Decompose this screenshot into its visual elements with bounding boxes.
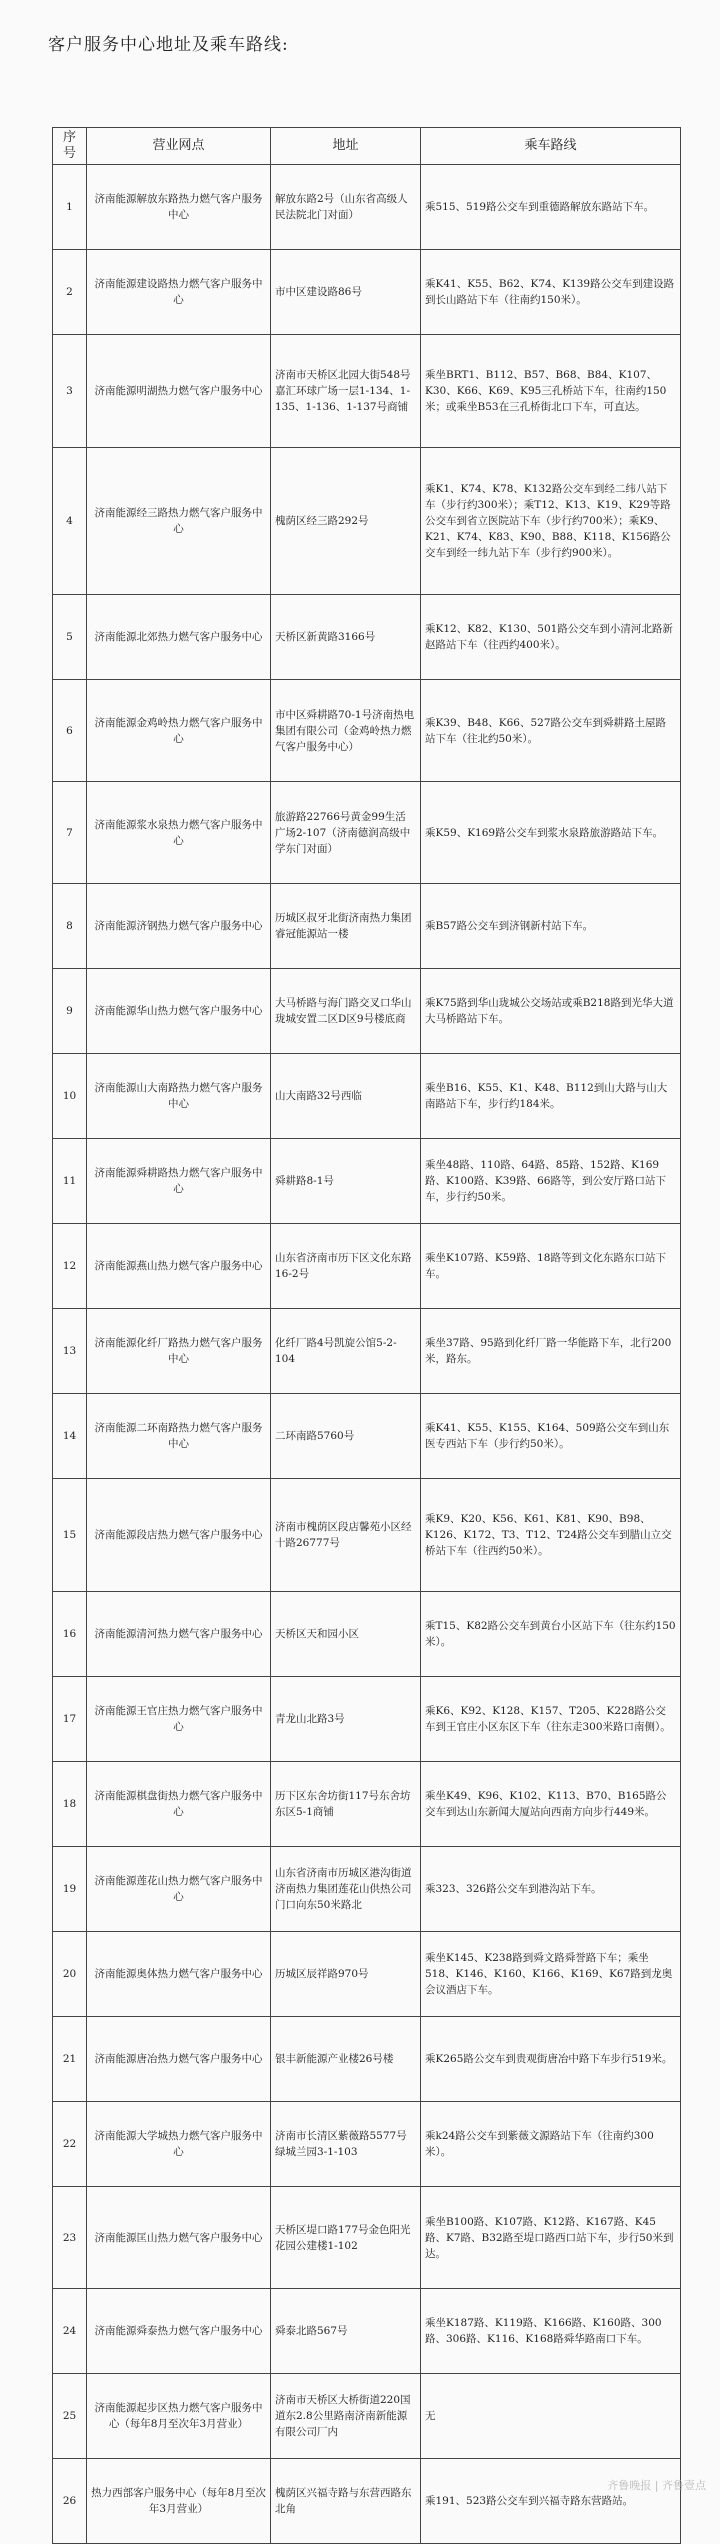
cell-route: 无 <box>421 2374 681 2459</box>
cell-address: 旅游路22766号黄金99生活广场2-107（济南德润高级中学东门对面） <box>271 782 421 884</box>
cell-name: 济南能源舜泰热力燃气客户服务中心 <box>87 2289 271 2374</box>
cell-address: 市中区建设路86号 <box>271 250 421 335</box>
cell-address: 济南市天桥区大桥街道220国道东2.8公里路南济南新能源有限公司厂内 <box>271 2374 421 2459</box>
cell-name: 济南能源浆水泉热力燃气客户服务中心 <box>87 782 271 884</box>
cell-no: 9 <box>53 969 87 1054</box>
cell-address: 槐荫区兴福寺路与东营西路东北角 <box>271 2459 421 2544</box>
cell-route: 乘坐K107路、K59路、18路等到文化东路东口站下车。 <box>421 1224 681 1309</box>
cell-address: 天桥区天和园小区 <box>271 1592 421 1677</box>
cell-address: 天桥区新黄路3166号 <box>271 595 421 680</box>
cell-route: 乘K75路到华山珑城公交场站或乘B218路到光华大道大马桥路站下车。 <box>421 969 681 1054</box>
table-row <box>53 2102 681 2187</box>
header-address: 地址 <box>271 128 421 165</box>
cell-name: 济南能源莲花山热力燃气客户服务中心 <box>87 1847 271 1932</box>
cell-route: 乘K9、K20、K56、K61、K81、K90、B98、K126、K172、T3、T12、T24路公交车到腊山立交桥站下车（往西约50米）。 <box>421 1479 681 1592</box>
cell-name: 济南能源济钢热力燃气客户服务中心 <box>87 884 271 969</box>
cell-name: 济南能源二环南路热力燃气客户服务中心 <box>87 1394 271 1479</box>
cell-address: 青龙山北路3号 <box>271 1677 421 1762</box>
cell-route: 乘323、326路公交车到港沟站下车。 <box>421 1847 681 1932</box>
table-row <box>53 250 681 335</box>
cell-address: 解放东路2号（山东省高级人民法院北门对面） <box>271 165 421 250</box>
cell-name: 济南能源匡山热力燃气客户服务中心 <box>87 2187 271 2289</box>
cell-route: 乘坐K145、K238路到舜文路舜誉路下车；乘坐518、K146、K160、K166、K169、K67路到龙奥会议酒店下车。 <box>421 1932 681 2017</box>
cell-no: 1 <box>53 165 87 250</box>
table-row <box>53 1479 681 1592</box>
cell-route: 乘515、519路公交车到重德路解放东路站下车。 <box>421 165 681 250</box>
table-row <box>53 1762 681 1847</box>
cell-no: 19 <box>53 1847 87 1932</box>
cell-route: 乘K6、K92、K128、K157、T205、K228路公交车到王官庄小区东区下车（往东走300米路口南侧）。 <box>421 1677 681 1762</box>
cell-address: 山东省济南市历城区港沟街道济南热力集团莲花山供热公司门口向东50米路北 <box>271 1847 421 1932</box>
cell-name: 济南能源棋盘街热力燃气客户服务中心 <box>87 1762 271 1847</box>
table-row <box>53 1847 681 1932</box>
cell-name: 济南能源明湖热力燃气客户服务中心 <box>87 335 271 448</box>
cell-no: 14 <box>53 1394 87 1479</box>
cell-address: 山大南路32号西临 <box>271 1054 421 1139</box>
cell-address: 化纤厂路4号凯旋公馆5-2-104 <box>271 1309 421 1394</box>
cell-no: 3 <box>53 335 87 448</box>
cell-address: 山东省济南市历下区文化东路16-2号 <box>271 1224 421 1309</box>
table-row <box>53 165 681 250</box>
cell-no: 13 <box>53 1309 87 1394</box>
cell-route: 乘K59、K169路公交车到浆水泉路旅游路站下车。 <box>421 782 681 884</box>
cell-route: 乘坐K187路、K119路、K166路、K160路、300路、306路、K116、K168路舜华路南口下车。 <box>421 2289 681 2374</box>
cell-no: 26 <box>53 2459 87 2544</box>
table-row <box>53 782 681 884</box>
cell-no: 8 <box>53 884 87 969</box>
cell-address: 银丰新能源产业楼26号楼 <box>271 2017 421 2102</box>
table-row <box>53 448 681 595</box>
cell-name: 济南能源大学城热力燃气客户服务中心 <box>87 2102 271 2187</box>
cell-no: 7 <box>53 782 87 884</box>
cell-route: 乘坐37路、95路到化纤厂路一华能路下车，北行200米，路东。 <box>421 1309 681 1394</box>
table-row <box>53 680 681 782</box>
watermark: 齐鲁晚报 | 齐鲁壹点 <box>607 2479 706 2492</box>
table-row <box>53 1054 681 1139</box>
cell-address: 历城区辰祥路970号 <box>271 1932 421 2017</box>
cell-address: 天桥区堤口路177号金色阳光花园公建楼1-102 <box>271 2187 421 2289</box>
cell-address: 济南市长清区紫薇路5577号绿城兰园3-1-103 <box>271 2102 421 2187</box>
header-no: 序号 <box>53 128 87 165</box>
table-row <box>53 2187 681 2289</box>
cell-no: 22 <box>53 2102 87 2187</box>
cell-name: 热力西部客户服务中心（每年8月至次年3月营业） <box>87 2459 271 2544</box>
cell-route: 乘坐B16、K55、K1、K48、B112到山大路与山大南路站下车，步行约184米。 <box>421 1054 681 1139</box>
table-row <box>53 1592 681 1677</box>
cell-no: 25 <box>53 2374 87 2459</box>
cell-no: 20 <box>53 1932 87 2017</box>
cell-address: 大马桥路与海门路交叉口华山珑城安置二区D区9号楼底商 <box>271 969 421 1054</box>
cell-name: 济南能源奥体热力燃气客户服务中心 <box>87 1932 271 2017</box>
cell-no: 18 <box>53 1762 87 1847</box>
table-row <box>53 335 681 448</box>
cell-route: 乘B57路公交车到济钢新村站下车。 <box>421 884 681 969</box>
table-row <box>53 1224 681 1309</box>
cell-no: 23 <box>53 2187 87 2289</box>
service-center-table <box>52 127 681 2544</box>
table-header-row <box>53 128 681 165</box>
cell-route: 乘K41、K55、K155、K164、509路公交车到山东医专西站下车（步行约50米）。 <box>421 1394 681 1479</box>
cell-name: 济南能源化纤厂路热力燃气客户服务中心 <box>87 1309 271 1394</box>
cell-name: 济南能源解放东路热力燃气客户服务中心 <box>87 165 271 250</box>
cell-no: 5 <box>53 595 87 680</box>
table-row <box>53 2289 681 2374</box>
cell-no: 24 <box>53 2289 87 2374</box>
table-row <box>53 1394 681 1479</box>
cell-address: 舜泰北路567号 <box>271 2289 421 2374</box>
cell-name: 济南能源起步区热力燃气客户服务中心（每年8月至次年3月营业） <box>87 2374 271 2459</box>
table-row <box>53 1932 681 2017</box>
cell-no: 21 <box>53 2017 87 2102</box>
cell-name: 济南能源金鸡岭热力燃气客户服务中心 <box>87 680 271 782</box>
table-row <box>53 969 681 1054</box>
cell-name: 济南能源舜耕路热力燃气客户服务中心 <box>87 1139 271 1224</box>
table-row <box>53 595 681 680</box>
table-row <box>53 1677 681 1762</box>
table-row <box>53 2017 681 2102</box>
cell-name: 济南能源北郊热力燃气客户服务中心 <box>87 595 271 680</box>
table-row <box>53 1309 681 1394</box>
cell-route: 乘坐K49、K96、K102、K113、B70、B165路公交车到达山东新闻大厦站向西南方向步行449米。 <box>421 1762 681 1847</box>
cell-no: 15 <box>53 1479 87 1592</box>
cell-route: 乘K1、K74、K78、K132路公交车到经二纬八站下车（步行约300米）；乘T12、K13、K19、K29等路公交车到省立医院站下车（步行约700米）；乘K9、K21、K74、K83、K90、B88、K118、K156路公交车到经一纬九站下车（步行约900米）。 <box>421 448 681 595</box>
cell-name: 济南能源经三路热力燃气客户服务中心 <box>87 448 271 595</box>
cell-route: 乘坐B100路、K107路、K12路、K167路、K45路、K7路、B32路至堤口路西口站下车，步行50米到达。 <box>421 2187 681 2289</box>
cell-address: 舜耕路8-1号 <box>271 1139 421 1224</box>
table-row <box>53 2459 681 2544</box>
table-row <box>53 1139 681 1224</box>
cell-no: 17 <box>53 1677 87 1762</box>
cell-no: 6 <box>53 680 87 782</box>
cell-route: 乘T15、K82路公交车到黄台小区站下车（往东约150米）。 <box>421 1592 681 1677</box>
cell-name: 济南能源清河热力燃气客户服务中心 <box>87 1592 271 1677</box>
cell-no: 10 <box>53 1054 87 1139</box>
cell-route: 乘坐BRT1、B112、B57、B68、B84、K107、K30、K66、K69、K95三孔桥站下车，往南约150米；或乘坐B53在三孔桥街北口下车，可直达。 <box>421 335 681 448</box>
cell-route: 乘坐48路、110路、64路、85路、152路、K169路、K100路、K39路、66路等，到公安厅路口站下车，步行约50米。 <box>421 1139 681 1224</box>
cell-address: 历城区叔牙北街济南热力集团睿冠能源站一楼 <box>271 884 421 969</box>
cell-name: 济南能源王官庄热力燃气客户服务中心 <box>87 1677 271 1762</box>
cell-route: 乘191、523路公交车到兴福寺路东营路站。 <box>421 2459 681 2544</box>
cell-route: 乘k24路公交车到紫薇文源路站下车（往南约300米）。 <box>421 2102 681 2187</box>
cell-no: 16 <box>53 1592 87 1677</box>
cell-no: 2 <box>53 250 87 335</box>
cell-address: 济南市天桥区北园大街548号嘉汇环球广场一层1-134、1-135、1-136、1-137号商铺 <box>271 335 421 448</box>
cell-name: 济南能源段店热力燃气客户服务中心 <box>87 1479 271 1592</box>
cell-no: 11 <box>53 1139 87 1224</box>
cell-name: 济南能源华山热力燃气客户服务中心 <box>87 969 271 1054</box>
table-row <box>53 884 681 969</box>
cell-address: 槐荫区经三路292号 <box>271 448 421 595</box>
cell-address: 历下区东舍坊街117号东舍坊东区5-1商铺 <box>271 1762 421 1847</box>
header-route: 乘车路线 <box>421 128 681 165</box>
cell-route: 乘K39、B48、K66、527路公交车到舜耕路土屋路站下车（往北约50米）。 <box>421 680 681 782</box>
cell-route: 乘K12、K82、K130、501路公交车到小清河北路新赵路站下车（往西约400米）。 <box>421 595 681 680</box>
cell-no: 4 <box>53 448 87 595</box>
cell-name: 济南能源唐冶热力燃气客户服务中心 <box>87 2017 271 2102</box>
cell-name: 济南能源建设路热力燃气客户服务中心 <box>87 250 271 335</box>
table-row <box>53 2374 681 2459</box>
cell-no: 12 <box>53 1224 87 1309</box>
cell-address: 二环南路5760号 <box>271 1394 421 1479</box>
cell-name: 济南能源山大南路热力燃气客户服务中心 <box>87 1054 271 1139</box>
cell-route: 乘K265路公交车到贵观街唐冶中路下车步行519米。 <box>421 2017 681 2102</box>
page-title: 客户服务中心地址及乘车路线: <box>48 35 289 55</box>
cell-name: 济南能源燕山热力燃气客户服务中心 <box>87 1224 271 1309</box>
cell-address: 济南市槐荫区段店馨苑小区经十路26777号 <box>271 1479 421 1592</box>
cell-address: 市中区舜耕路70-1号济南热电集团有限公司（金鸡岭热力燃气客户服务中心） <box>271 680 421 782</box>
header-name: 营业网点 <box>87 128 271 165</box>
cell-route: 乘K41、K55、B62、K74、K139路公交车到建设路到长山路站下车（往南约150米）。 <box>421 250 681 335</box>
